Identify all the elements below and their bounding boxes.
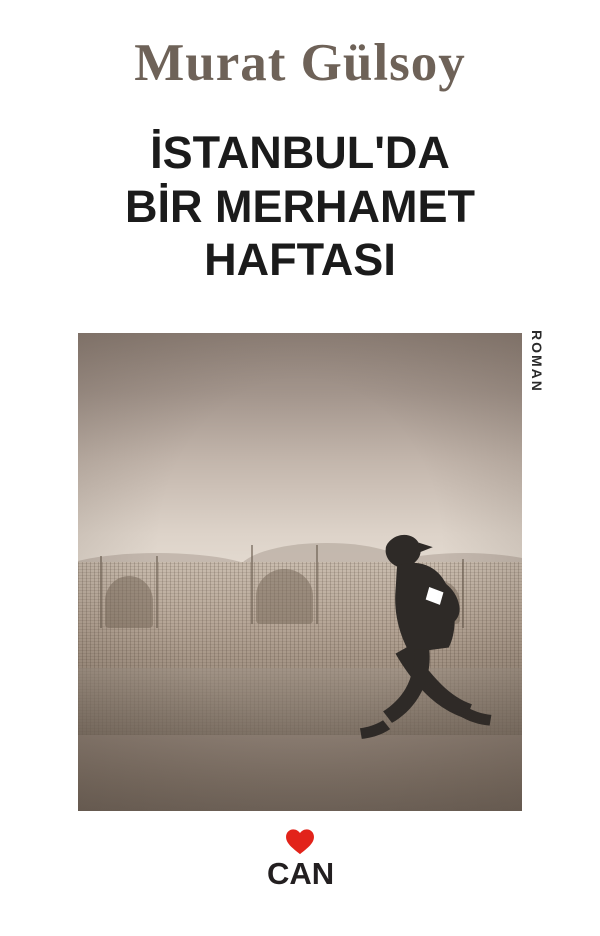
- artwork-vignette: [78, 333, 522, 811]
- heart-icon: [285, 828, 315, 855]
- publisher-logo: [267, 828, 333, 902]
- genre-label: ROMAN: [529, 330, 545, 393]
- title-line-1: İSTANBUL'DA: [150, 127, 450, 178]
- title-line-2: BİR MERHAMET: [125, 180, 475, 232]
- book-title: [0, 126, 600, 287]
- author-name: Murat Gülsoy: [134, 34, 466, 92]
- publisher-name: CAN: [267, 856, 335, 891]
- cover-illustration: [78, 333, 522, 811]
- title-line-3: HAFTASI: [204, 234, 396, 286]
